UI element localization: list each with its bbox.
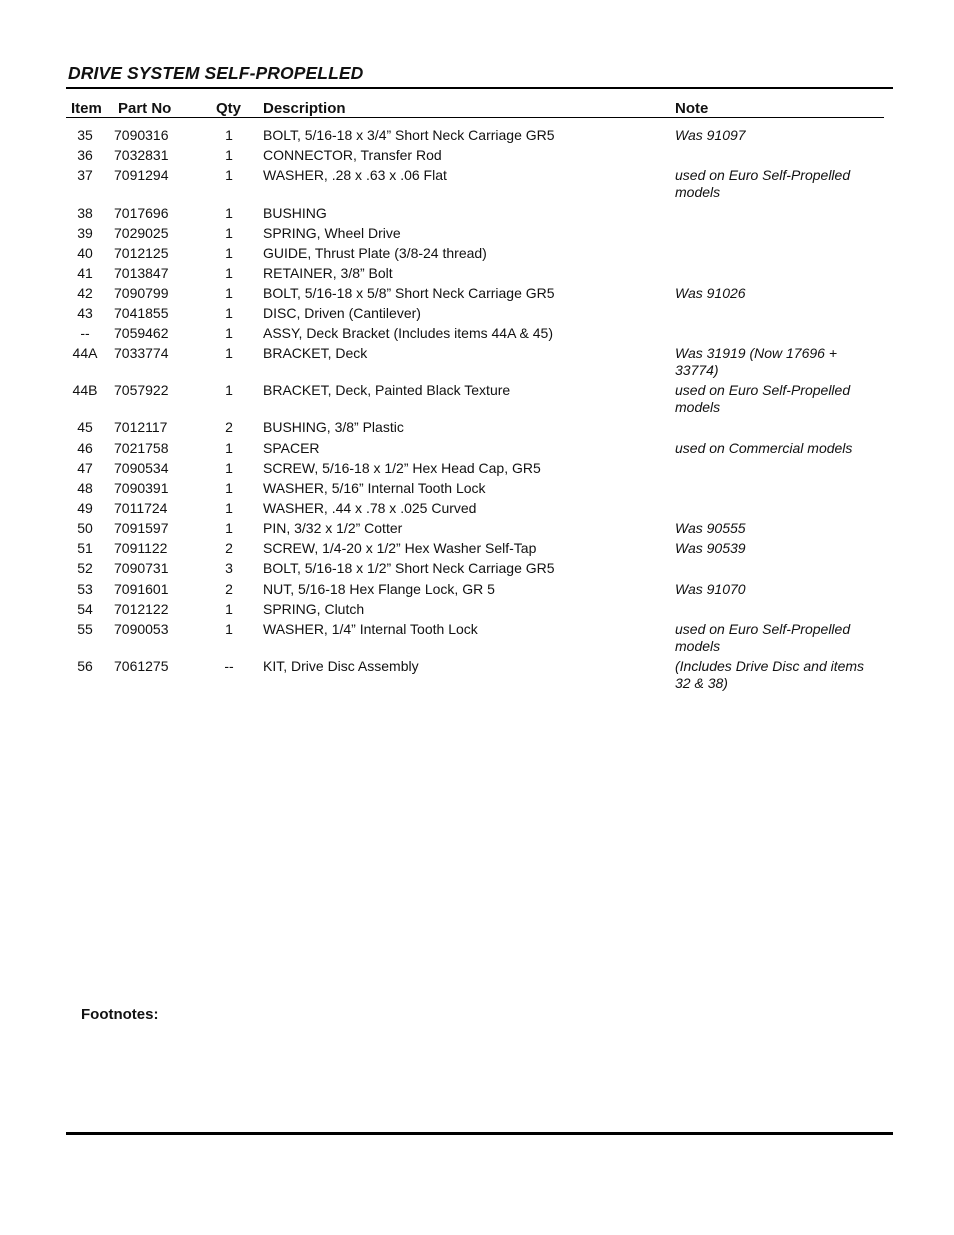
table-row — [0, 480, 954, 500]
note-cell: Was 91026 — [675, 285, 746, 301]
header-description: Description — [263, 100, 346, 117]
description-cell: BRACKET, Deck — [263, 345, 368, 361]
description-cell: NUT, 5/16-18 Hex Flange Lock, GR 5 — [263, 581, 495, 597]
part-no-cell: 7059462 — [114, 325, 169, 341]
part-no-cell: 7090731 — [114, 560, 169, 576]
part-no-cell: 7091597 — [114, 520, 169, 536]
table-row — [0, 601, 954, 621]
note-cell: Was 31919 (Now 17696 + 33774) — [675, 345, 838, 378]
item-cell: 40 — [77, 245, 93, 261]
item-cell: 53 — [77, 581, 93, 597]
qty-cell: 1 — [225, 345, 233, 361]
description-cell: GUIDE, Thrust Plate (3/8-24 thread) — [263, 245, 487, 261]
note-cell: Was 91097 — [675, 127, 746, 143]
header-qty: Qty — [216, 100, 242, 117]
note-cell: used on Euro Self-Propelled models — [675, 621, 851, 654]
part-no-cell: 7032831 — [114, 147, 169, 163]
item-cell: 44A — [72, 345, 98, 361]
part-no-cell: 7017696 — [114, 205, 169, 221]
description-cell: BOLT, 5/16-18 x 1/2” Short Neck Carriage GR5 — [263, 560, 555, 576]
item-cell: 51 — [77, 540, 93, 556]
header-part-no: Part No — [118, 100, 172, 117]
part-no-cell: 7090534 — [114, 460, 169, 476]
table-row — [0, 419, 954, 440]
qty-cell: 3 — [225, 560, 233, 576]
qty-cell: 1 — [225, 265, 233, 281]
item-cell: 44B — [72, 382, 98, 398]
footnotes-label: Footnotes: — [81, 1006, 159, 1023]
description-cell: SCREW, 5/16-18 x 1/2” Hex Head Cap, GR5 — [263, 460, 541, 476]
table-row — [0, 265, 954, 285]
part-no-cell: 7011724 — [114, 500, 168, 516]
table-row — [0, 382, 954, 419]
table-row — [0, 225, 954, 245]
description-cell: BUSHING, 3/8” Plastic — [263, 419, 404, 435]
description-cell: SPRING, Wheel Drive — [263, 225, 401, 241]
part-no-cell: 7091601 — [114, 581, 169, 597]
table-row — [0, 285, 954, 305]
note-cell: used on Commercial models — [675, 440, 853, 456]
item-cell: 54 — [77, 601, 93, 617]
description-cell: BRACKET, Deck, Painted Black Texture — [263, 382, 511, 398]
part-no-cell: 7041855 — [114, 305, 169, 321]
qty-cell: 1 — [225, 285, 233, 301]
table-row — [0, 540, 954, 560]
item-cell: 48 — [77, 480, 93, 496]
item-cell: 42 — [77, 285, 93, 301]
description-cell: BOLT, 5/16-18 x 3/4” Short Neck Carriage GR5 — [263, 127, 555, 143]
description-cell: SPRING, Clutch — [263, 601, 365, 617]
part-no-cell: 7033774 — [114, 345, 169, 361]
table-row — [0, 127, 954, 147]
description-cell: SCREW, 1/4-20 x 1/2” Hex Washer Self-Tap — [263, 540, 537, 556]
part-no-cell: 7090316 — [114, 127, 169, 143]
item-cell: 41 — [77, 265, 93, 281]
table-row — [0, 325, 954, 345]
description-cell: BOLT, 5/16-18 x 5/8” Short Neck Carriage GR5 — [263, 285, 555, 301]
table-row — [0, 581, 954, 601]
parts-table — [0, 127, 954, 695]
description-cell: KIT, Drive Disc Assembly — [263, 658, 419, 674]
qty-cell: 1 — [225, 382, 233, 398]
item-cell: 47 — [77, 460, 93, 476]
qty-cell: 1 — [225, 205, 233, 221]
item-cell: 55 — [77, 621, 93, 637]
qty-cell: 1 — [225, 147, 233, 163]
description-cell: ASSY, Deck Bracket (Includes items 44A & 45) — [263, 325, 553, 341]
table-row — [0, 305, 954, 325]
qty-cell: 1 — [225, 127, 233, 143]
item-cell: 43 — [77, 305, 93, 321]
item-cell: 52 — [77, 560, 93, 576]
title-divider — [66, 87, 893, 89]
item-cell: 49 — [77, 500, 93, 516]
item-cell: 38 — [77, 205, 93, 221]
part-no-cell: 7090391 — [114, 480, 169, 496]
note-cell: Was 90539 — [675, 540, 746, 556]
item-cell: 36 — [77, 147, 93, 163]
page-title: DRIVE SYSTEM SELF-PROPELLED — [68, 63, 364, 83]
qty-cell: -- — [224, 658, 234, 674]
part-no-cell: 7091122 — [114, 540, 168, 556]
note-cell: used on Euro Self-Propelled models — [675, 167, 851, 200]
qty-cell: 1 — [225, 225, 233, 241]
header-item: Item — [71, 100, 102, 117]
table-row — [0, 205, 954, 225]
table-row — [0, 460, 954, 480]
item-cell: 39 — [77, 225, 93, 241]
part-no-cell: 7013847 — [114, 265, 169, 281]
table-row — [0, 520, 954, 540]
note-cell: (Includes Drive Disc and items 32 & 38) — [675, 658, 865, 691]
part-no-cell: 7057922 — [114, 382, 169, 398]
qty-cell: 1 — [225, 621, 233, 637]
qty-cell: 1 — [225, 460, 233, 476]
item-cell: 37 — [77, 167, 93, 183]
part-no-cell: 7029025 — [114, 225, 169, 241]
header-divider — [66, 117, 884, 118]
part-no-cell: 7012125 — [114, 245, 169, 261]
qty-cell: 2 — [225, 581, 233, 597]
description-cell: SPACER — [263, 440, 320, 456]
qty-cell: 2 — [225, 540, 233, 556]
qty-cell: 2 — [225, 419, 233, 435]
item-cell: 35 — [77, 127, 93, 143]
bottom-divider — [66, 1132, 893, 1135]
note-cell: Was 90555 — [675, 520, 746, 536]
item-cell: 50 — [77, 520, 93, 536]
description-cell: WASHER, .44 x .78 x .025 Curved — [263, 500, 477, 516]
note-cell: Was 91070 — [675, 581, 746, 597]
note-cell: used on Euro Self-Propelled models — [675, 382, 851, 415]
qty-cell: 1 — [225, 440, 233, 456]
part-no-cell: 7090053 — [114, 621, 169, 637]
table-row — [0, 440, 954, 460]
table-row — [0, 167, 954, 205]
qty-cell: 1 — [225, 520, 233, 536]
table-row — [0, 560, 954, 581]
part-no-cell: 7012122 — [114, 601, 169, 617]
description-cell: CONNECTOR, Transfer Rod — [263, 147, 442, 163]
table-row — [0, 658, 954, 695]
description-cell: DISC, Driven (Cantilever) — [263, 305, 421, 321]
part-no-cell: 7061275 — [114, 658, 169, 674]
description-cell: WASHER, .28 x .63 x .06 Flat — [263, 167, 447, 183]
description-cell: PIN, 3/32 x 1/2” Cotter — [263, 520, 403, 536]
header-note: Note — [675, 100, 709, 117]
item-cell: 56 — [77, 658, 93, 674]
qty-cell: 1 — [225, 325, 233, 341]
item-cell: -- — [80, 325, 90, 341]
item-cell: 45 — [77, 419, 93, 435]
part-no-cell: 7091294 — [114, 167, 169, 183]
qty-cell: 1 — [225, 305, 233, 321]
table-row — [0, 345, 954, 382]
item-cell: 46 — [77, 440, 93, 456]
qty-cell: 1 — [225, 167, 233, 183]
qty-cell: 1 — [225, 500, 233, 516]
description-cell: RETAINER, 3/8” Bolt — [263, 265, 393, 281]
description-cell: BUSHING — [263, 205, 327, 221]
part-no-cell: 7090799 — [114, 285, 169, 301]
description-cell: WASHER, 5/16” Internal Tooth Lock — [263, 480, 486, 496]
table-row — [0, 621, 954, 658]
description-cell: WASHER, 1/4” Internal Tooth Lock — [263, 621, 478, 637]
qty-cell: 1 — [225, 601, 233, 617]
part-no-cell: 7021758 — [114, 440, 169, 456]
table-row — [0, 147, 954, 167]
part-no-cell: 7012117 — [114, 419, 168, 435]
qty-cell: 1 — [225, 245, 233, 261]
qty-cell: 1 — [225, 480, 233, 496]
table-row — [0, 500, 954, 520]
table-row — [0, 245, 954, 265]
